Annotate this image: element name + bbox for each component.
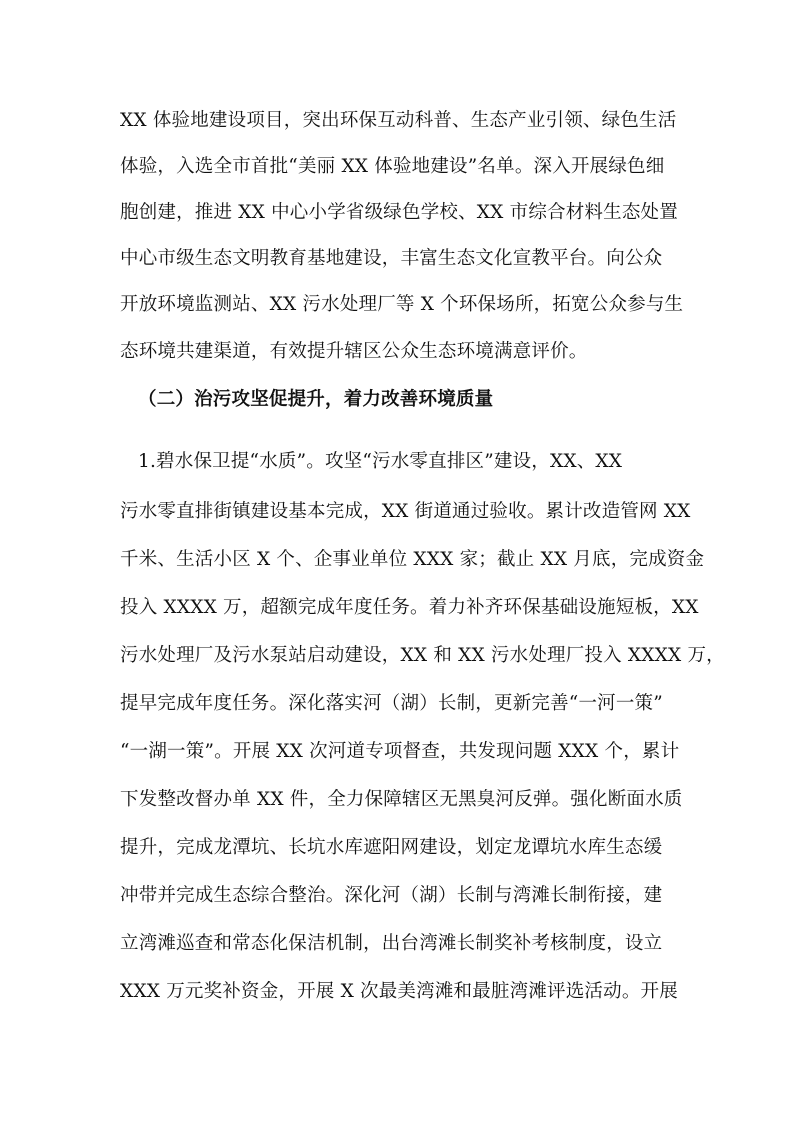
paragraph-line: 污水处理厂及污水泵站启动建设，XX 和 XX 污水处理厂投入 XXXX 万， bbox=[120, 645, 725, 666]
paragraph-line: “一湖一策”。开展 XX 次河道专项督查，共发现问题 XXX 个，累计 bbox=[120, 741, 680, 762]
paragraph-line: 提早完成年度任务。深化落实河（湖）长制，更新完善“一河一策” bbox=[120, 693, 663, 714]
section-heading: （二）治污攻坚促提升，着力改善环境质量 bbox=[138, 389, 494, 410]
paragraph-line: 千米、生活小区 X 个、企事业单位 XXX 家；截止 XX 月底，完成资金 bbox=[120, 549, 705, 570]
paragraph-line: 污水零直排街镇建设基本完成，XX 街道通过验收。累计改造管网 XX bbox=[120, 501, 691, 522]
paragraph-line: 体验，入选全市首批“美丽 XX 体验地建设”名单。深入开展绿色细 bbox=[120, 156, 665, 177]
paragraph-line: 投入 XXXX 万，超额完成年度任务。着力补齐环保基础设施短板，XX bbox=[120, 597, 699, 618]
paragraph-line: 立湾滩巡查和常态化保洁机制，出台湾滩长制奖补考核制度，设立 bbox=[120, 933, 663, 954]
paragraph-line: XX 体验地建设项目，突出环保互动科普、生态产业引领、绿色生活 bbox=[120, 110, 677, 131]
paragraph-line: 1.碧水保卫提“水质”。攻坚“污水零直排区”建设，XX、XX bbox=[138, 451, 623, 472]
paragraph-line: 提升，完成龙潭坑、长坑水库遮阳网建设，划定龙谭坑水库生态缓 bbox=[120, 837, 663, 858]
paragraph-line: 下发整改督办单 XX 件，全力保障辖区无黑臭河反弹。强化断面水质 bbox=[120, 789, 683, 810]
paragraph-line: XXX 万元奖补资金，开展 X 次最美湾滩和最脏湾滩评选活动。开展 bbox=[120, 981, 678, 1002]
paragraph-line: 开放环境监测站、XX 污水处理厂等 X 个环保场所，拓宽公众参与生 bbox=[120, 294, 684, 315]
paragraph-line: 中心市级生态文明教育基地建设，丰富生态文化宣教平台。向公众 bbox=[120, 248, 663, 269]
paragraph-line: 态环境共建渠道，有效提升辖区公众生态环境满意评价。 bbox=[120, 341, 588, 362]
paragraph-line: 胞创建，推进 XX 中心小学省级绿色学校、XX 市综合材料生态处置 bbox=[120, 202, 678, 223]
paragraph-line: 冲带并完成生态综合整治。深化河（湖）长制与湾滩长制衔接，建 bbox=[120, 885, 663, 906]
